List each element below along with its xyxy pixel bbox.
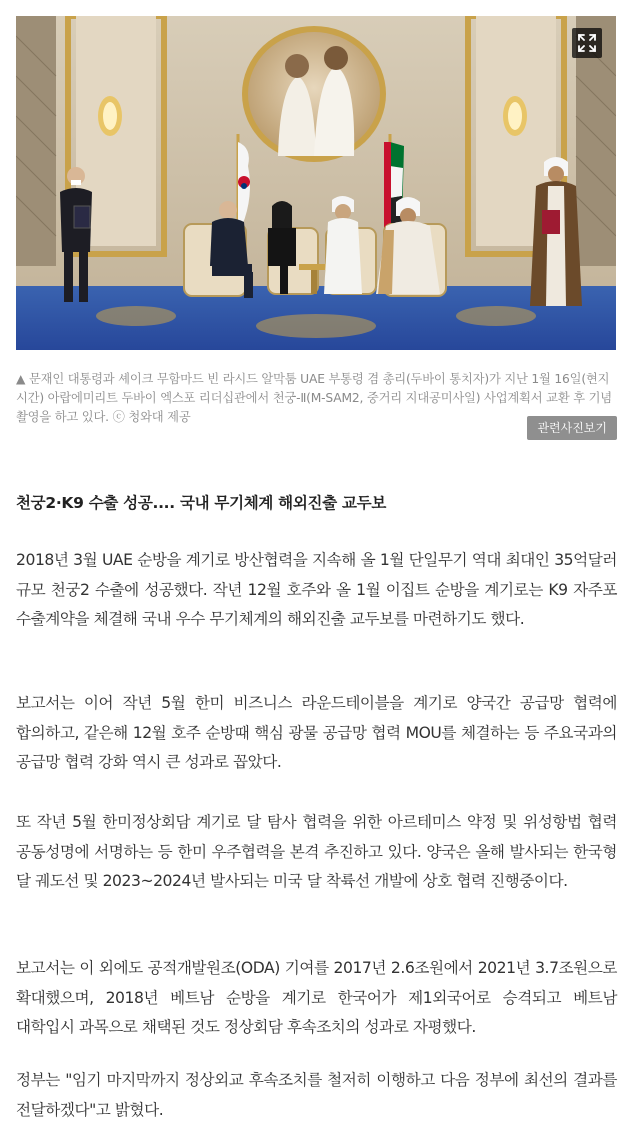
article-paragraph: 또 작년 5월 한미정상회담 계기로 달 탐사 협력을 위한 아르테미스 약정 및 위성항법 협력 공동성명에 서명하는 등 한미 우주협력을 본격 추진하고 있다. 양국은 올해 발사되는 한국형 달 궤도선 및 2023~2024년 발사되는 미국 달 착륙선 개발에 상호 협력 진행중이다. [16, 813, 617, 890]
article-paragraph: 정부는 "임기 마지막까지 정상외교 후속조치를 철저히 이행하고 다음 정부에 최선의 결과를 전달하겠다"고 밝혔다. [16, 1071, 617, 1119]
related-photos-button[interactable]: 관련사진보기 [527, 416, 617, 440]
ceremony-photo-illustration [16, 16, 616, 350]
article-paragraph: 2018년 3월 UAE 순방을 계기로 방산협력을 지속해 올 1월 단일무기 역대 최대인 35억달러 규모 천궁2 수출에 성공했다. 작년 12월 호주와 올 1월 이집트 순방을 계기로는 K9 자주포 수출계약을 체결해 국내 우수 무기체계의 해외진출 교두보를 마련하기도 했다. [16, 551, 617, 628]
expand-arrows-icon [578, 34, 596, 52]
expand-photo-button[interactable] [572, 28, 602, 58]
article-subheading: 천궁2·K9 수출 성공.... 국내 무기체계 해외진출 교두보 [16, 494, 386, 512]
photo-caption: ▲ 문재인 대통령과 셰이크 무함마드 빈 라시드 알막툼 UAE 부통령 겸 총리(두바이 통치자)가 지난 1월 16일(현지시간) 아랍에미리트 두바이 엑스포 리더십관에서 천궁-Ⅱ(M-SAM2, 중거리 지대공미사일) 사업계획서 교환 후 기념촬영을 하고 있다. ⓒ 청와대 제공 [16, 372, 612, 424]
article-paragraph: 보고서는 이어 작년 5월 한미 비즈니스 라운드테이블을 계기로 양국간 공급망 협력에 합의하고, 같은해 12월 호주 순방때 핵심 광물 공급망 협력 MOU를 체결하는 등 주요국과의 공급망 협력 강화 역시 큰 성과로 꼽았다. [16, 694, 617, 771]
article-paragraph: 보고서는 이 외에도 공적개발원조(ODA) 기여를 2017년 2.6조원에서 2021년 3.7조원으로 확대했으며, 2018년 베트남 순방을 계기로 한국어가 제1외국어로 승격되고 베트남 대학입시 과목으로 채택된 것도 정상회담 후속조치의 성과로 자평했다. [16, 959, 617, 1036]
news-photo[interactable] [16, 16, 616, 350]
